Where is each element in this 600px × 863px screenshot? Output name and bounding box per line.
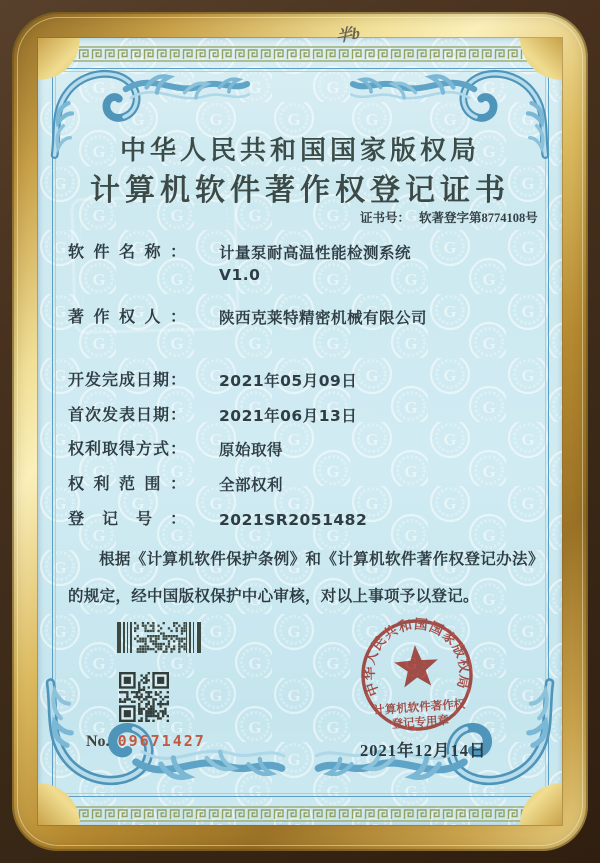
serial-number: 09671427 [117,732,206,750]
field-value: 2021年05月09日 [219,372,358,390]
field-value: 原始取得 [219,441,284,459]
field-value: 陕西克莱特精密机械有限公司 [219,309,428,327]
field-label: 登记号： [68,511,186,528]
field-rights-scope [68,474,538,496]
field-value: 2021SR2051482 [219,511,368,529]
field-first-publish-date [68,405,538,427]
barcode [117,622,203,653]
field-rights-acquisition [68,439,538,461]
field-label: 软件名称： [68,244,186,261]
seal-center-line2: 登记专用章 [391,714,450,731]
qr-code [119,672,169,722]
greek-key-border-bottom [38,806,562,822]
official-seal [348,606,487,745]
field-label: 权利取得方式： [68,441,186,458]
seal-star [393,644,440,689]
field-label: 著作权人： [68,309,186,326]
field-label: 开发完成日期： [68,372,186,389]
registration-statement: 根据《计算机软件保护条例》和《计算机软件著作权登记办法》的规定，经中国版权保护中心审核，对以上事项予以登记。 [68,551,536,605]
authority-title: 中华人民共和国国家版权局 [119,136,480,165]
certificate-number-line [360,208,538,226]
field-copyright-owner [68,307,538,329]
field-value: 全部权利 [219,476,284,494]
field-label: 权利范围： [68,476,186,493]
handwritten-annotation: 半b [335,24,361,47]
field-value: 计量泵耐高温性能检测系统 V1.0 [219,244,412,284]
document-title: 计算机软件著作权登记证书 [90,174,510,207]
field-label: 首次发表日期： [68,407,186,424]
certificate-number-label: 证书号： [360,211,411,225]
serial-prefix: No. [86,733,110,750]
seal-center-line1: 计算机软件著作权 [372,698,466,718]
seal-ring-text: 中华人民共和国国家版权局 [361,616,473,699]
issue-date: 2021年12月14日 [360,741,487,760]
field-software-name [68,242,538,286]
field-version: V1.0 [219,266,261,284]
field-value: 2021年06月13日 [219,407,358,425]
field-registration-number [68,509,538,531]
serial-number-line [86,732,206,751]
field-dev-complete-date [68,370,538,392]
certificate-number-value: 软著登字第8774108号 [419,211,538,225]
certificate-paper [38,38,562,825]
